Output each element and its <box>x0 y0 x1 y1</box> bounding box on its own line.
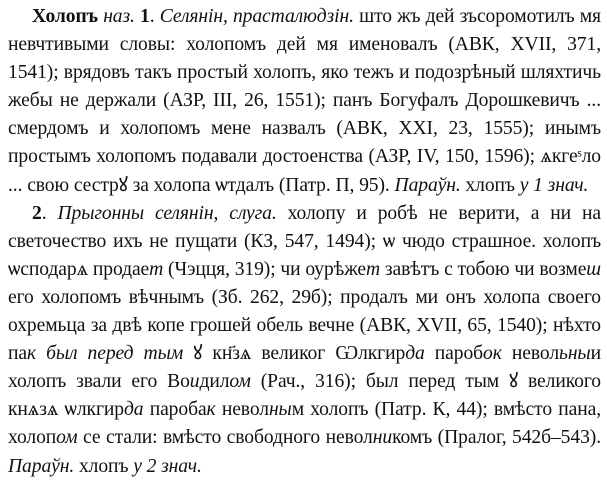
citation-italic-fragment: к <box>206 399 216 421</box>
cross-reference-sense: у 1 знач. <box>519 174 589 196</box>
citation-italic-fragment: ш <box>586 258 601 280</box>
citation-text: лкгир <box>358 343 406 365</box>
citation-text: (Рач., 316); был перед тым ꙋ великого кнѧзѧ ѡлкгир <box>8 371 601 421</box>
citation-italic-fragment: т <box>149 258 164 280</box>
citation-text: комъ (Пралог, 542б–543). <box>392 427 601 449</box>
cross-reference: хлопъ <box>460 174 520 196</box>
citation-text: што жъ дей зъсоромотилъ мя невчтивыми словы: холопомъ дей мя именовалъ (АВК, XVII, 371, 1541); врядовъ такъ простый холопъ, яко тежъ и подозрѣный шляхтичь жебы не держали (АЗР, III, 26, 1551); панъ Богуфалъ Дорошкевичъ ... смердомъ и холопомъ мене назвалъ (АВК, XXI, 23, 1555); инымъ простымъ холопомъ подавали достоенства (АЗР, IV, 150, 1596); ѧкгеˢло ... свою сестрꙋ за холопа ѡтдалъ (Патр. П, 95). <box>8 6 601 196</box>
sense-2: 2. Прыгонны селянін, слуга. холопу и робѣ не верити, а ни на светочество ихъ не пущати (КЗ, 547, 1494); ѡ чюдо страшное. холопъ ѡсподарѧ продает (Чэцця, 319); чи оурѣжет завѣтъ с тобою чи возмеш его холопомъ вѣчнымъ (Зб. 262, 29б); продалъ ми онъ холопа своего охремьца за двѣ копе грошей обель вечне (АВК, XVII, 65, 1540); нѣхто пак был перед тым ꙋ кн҃зѧ великог Ѡлкгирда паробок невольныи холопъ звали его Воидилом (Рач., 316); был перед тым ꙋ великого кнѧзѧ ѡлкгирда паробак неволным холопъ (Патр. К, 44); вмѣсто пана, холопом се стали: вмѣсто свободного неволникомъ (Пралог, 542б–543). Параўн. хлопъ у 2 знач. <box>8 202 601 477</box>
citation-italic-fragment: ни <box>372 427 393 449</box>
headword: Холопъ <box>32 6 98 27</box>
citation-italic-fragment: ок <box>483 343 502 365</box>
citation-italic-fragment: и <box>189 371 200 393</box>
citation-text: невол <box>501 343 559 365</box>
citation-italic-fragment: ны <box>268 399 292 421</box>
citation-text: завѣтъ с тобою чи возме <box>380 258 587 280</box>
citation-text: се стали: вмѣсто свободного невол <box>77 427 373 449</box>
citation-text: и холопъ звали его Во <box>8 343 601 393</box>
citation-text: пароба <box>143 399 207 421</box>
sense-gloss: Селянін, прасталюдзін. <box>159 6 354 27</box>
sense-1: Холопъ наз. 1. Селянін, прасталюдзін. што жъ дей зъсоромотилъ мя невчтивыми словы: холопомъ дей мя именовалъ (АВК, XVII, 371, 1541); врядовъ такъ простый холопъ, яко тежъ и подозрѣный шляхтичь жебы не держали (АЗР, III, 26, 1551); панъ Богуфалъ Дорошкевичъ ... смердомъ и холопомъ мене назвалъ (АВК, XXI, 23, 1555); инымъ простымъ холопомъ подавали достоенства (АЗР, IV, 150, 1596); ѧкгеˢло ... свою сестрꙋ за холопа ѡтдалъ (Патр. П, 95). Параўн. хлопъ у 1 знач. <box>8 6 601 196</box>
citation-italic-fragment: ом <box>56 427 78 449</box>
citation-italic-fragment: да <box>123 399 144 421</box>
citation-italic-fragment: ьны <box>559 343 591 365</box>
part-of-speech: наз. <box>103 6 135 27</box>
cross-reference: хлопъ <box>74 455 134 477</box>
citation-large-letter: Ѡ <box>335 343 359 365</box>
citation-text: его холопомъ вѣчнымъ (Зб. 262, 29б); продалъ ми онъ холопа своего охремьца за двѣ копе грошей обель вечне (АВК, XVII, 65, 1540); нѣхто па <box>8 286 601 365</box>
sense-number: 2 <box>32 202 42 224</box>
compare-label: Параўн. <box>394 174 461 196</box>
sense-number: 1 <box>140 6 150 27</box>
sense-gloss: Прыгонны селянін, слуга. <box>57 202 277 224</box>
citation-italic-fragment: ом <box>229 371 251 393</box>
citation-text: ꙋ кн҃зѧ великог <box>183 343 336 365</box>
citation-text: м холопъ (Патр. К, 44); вмѣсто пана, холоп <box>8 399 601 449</box>
citation-text: пароб <box>424 343 484 365</box>
citation-text: дил <box>199 371 230 393</box>
citation-italic-fragment: к был перед тым <box>26 343 184 365</box>
cross-reference-sense: у 2 знач. <box>133 455 202 477</box>
citation-text: невол <box>215 399 269 421</box>
citation-text: (Чэцця, 319); чи оурѣже <box>163 258 366 280</box>
compare-label: Параўн. <box>8 455 75 477</box>
citation-italic-fragment: да <box>405 343 425 365</box>
citation-text: холопу и робѣ не верити, а ни на светочество ихъ не пущати (КЗ, 547, 1494); ѡ чюдо страшное. холопъ ѡсподарѧ продае <box>8 202 601 280</box>
citation-italic-fragment: т <box>366 258 381 280</box>
